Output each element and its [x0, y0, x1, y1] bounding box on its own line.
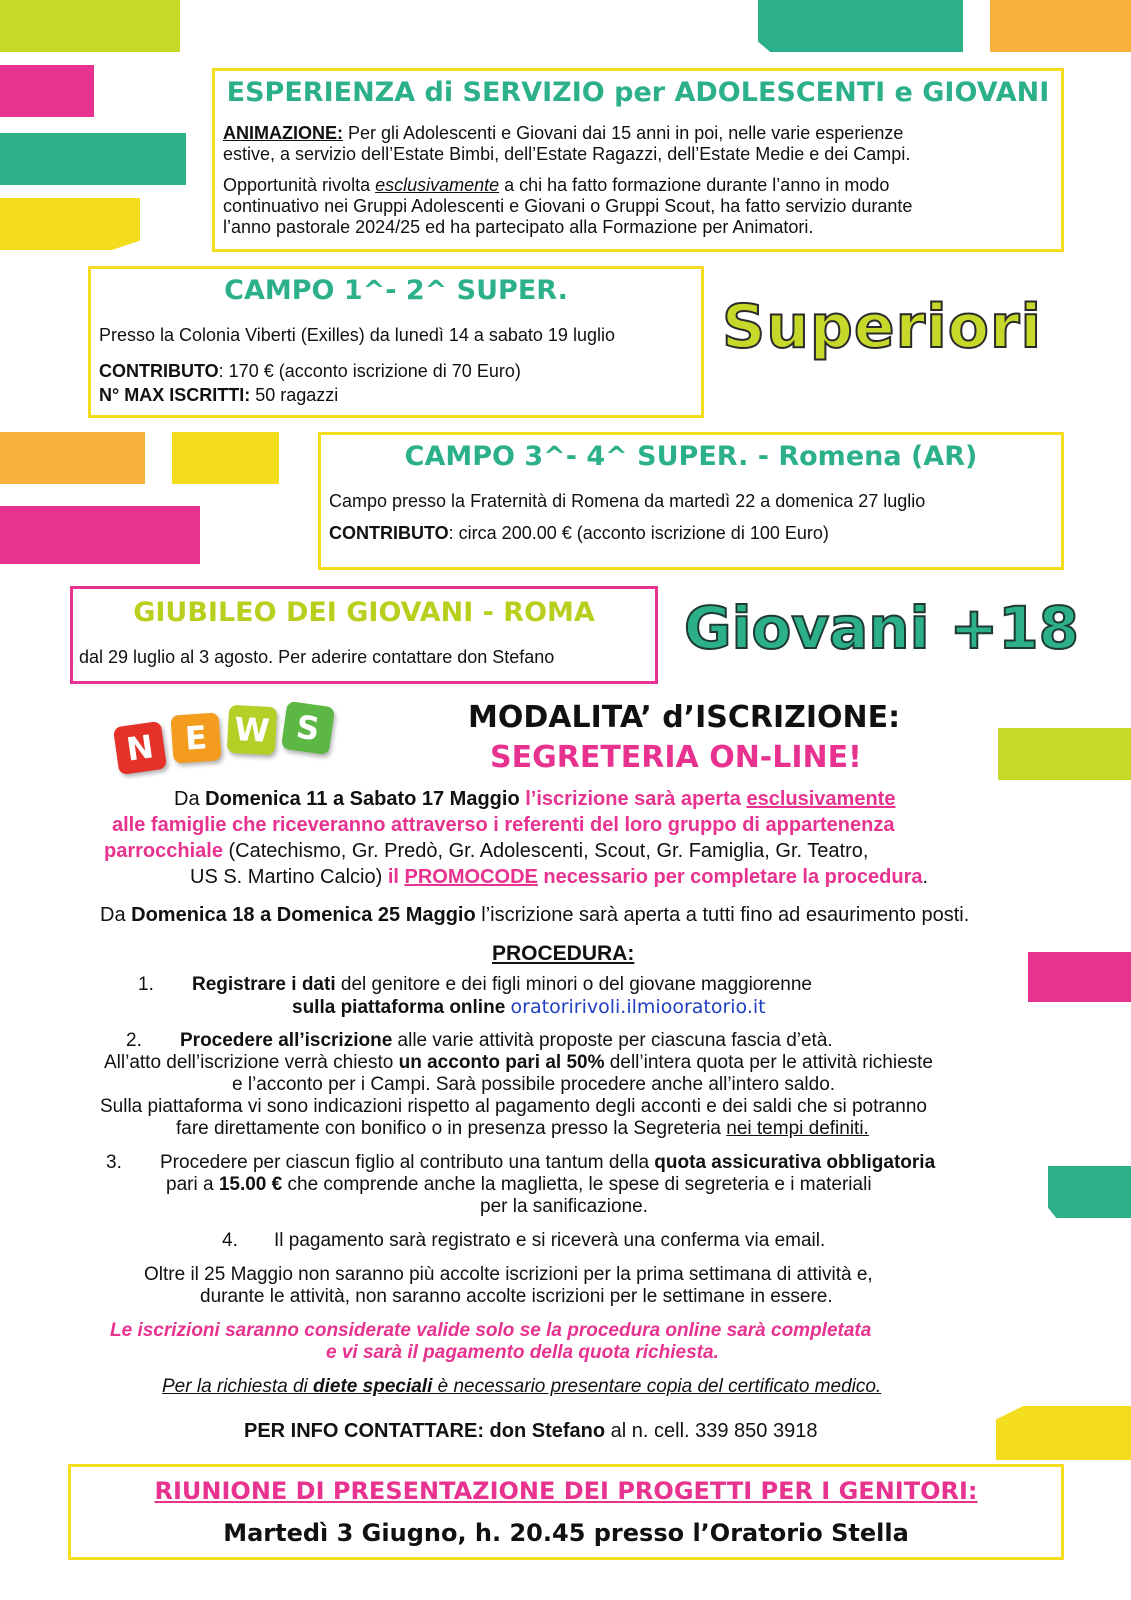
news-letter-s: S	[281, 701, 335, 755]
opportunita-line1: Opportunità rivolta esclusivamente a chi ha fatto formazione durante l’anno in modo	[223, 175, 890, 195]
info-contact: PER INFO CONTATTARE: don Stefano al n. cell. 339 850 3918	[244, 1420, 818, 1442]
giubileo-box	[70, 586, 658, 684]
step2-line3: e l’acconto per i Campi. Sarà possibile procedere anche all’intero saldo.	[232, 1074, 836, 1095]
campo-3-box	[318, 432, 1064, 570]
step2-line5: fare direttamente con bonifico o in presenza presso la Segreteria nei tempi definiti.	[176, 1118, 869, 1139]
campo-1-location: Presso la Colonia Viberti (Exilles) da lunedì 14 a sabato 19 luglio	[99, 325, 615, 345]
riunione-title: RIUNIONE DI PRESENTAZIONE DEI PROGETTI PER I GENITORI:	[154, 1477, 978, 1505]
para1-line3: parrocchiale (Catechismo, Gr. Predò, Gr. Adolescenti, Scout, Gr. Famiglia, Gr. Teatro,	[104, 840, 869, 862]
riunione-date: Martedì 3 Giugno, h. 20.45 presso l’Oratorio Stella	[223, 1519, 909, 1547]
giubileo-title: GIUBILEO DEI GIOVANI - ROMA	[133, 597, 595, 628]
animazione-line1: ANIMAZIONE: Per gli Adolescenti e Giovani dai 15 anni in poi, nelle varie esperienze	[223, 123, 904, 143]
animazione-label: ANIMAZIONE:	[223, 123, 343, 143]
deco-bar-orange-top-right	[990, 0, 1131, 52]
superiori-logo: Superiori	[722, 292, 1043, 362]
deco-bar-pink-right	[1028, 952, 1131, 1002]
news-badge	[112, 700, 352, 780]
step1-line2: sulla piattaforma online oratoririvoli.ilmiooratorio.it	[292, 996, 766, 1018]
deco-bar-lime-top-left	[0, 0, 180, 52]
campo-3-title: CAMPO 3^- 4^ SUPER. - Romena (AR)	[404, 441, 978, 472]
campo-1-box	[88, 266, 704, 418]
step3-line3: per la sanificazione.	[480, 1196, 648, 1217]
deco-bar-pink-mid-left	[0, 506, 200, 564]
campo-1-contributo: CONTRIBUTO: 170 € (acconto iscrizione di 70 Euro)	[99, 361, 521, 381]
deco-bar-yellow-left	[0, 198, 140, 250]
campo-1-max-iscritti: N° MAX ISCRITTI: 50 ragazzi	[99, 385, 339, 405]
deco-bar-green-top	[758, 0, 963, 52]
service-experience-box	[212, 68, 1064, 252]
campo-1-title: CAMPO 1^- 2^ SUPER.	[224, 275, 568, 306]
service-title: ESPERIENZA di SERVIZIO per ADOLESCENTI e GIOVANI	[226, 77, 1050, 108]
diete-note: Per la richiesta di diete speciali è necessario presentare copia del certificato medico.	[162, 1376, 882, 1397]
deco-bar-yellow-right	[996, 1406, 1131, 1460]
step4-line: Il pagamento sarà registrato e si riceverà una conferma via email.	[274, 1230, 826, 1251]
para1-line2: alle famiglie che riceveranno attraverso i referenti del loro gruppo di appartenenza	[112, 814, 895, 836]
news-letter-e: E	[170, 712, 221, 763]
news-letter-n: N	[113, 721, 167, 775]
procedura-title: PROCEDURA:	[492, 942, 635, 965]
oltre-line2: durante le attività, non saranno accolte iscrizioni per le settimane in essere.	[200, 1286, 833, 1307]
giovani-logo: Giovani +18	[684, 594, 1079, 662]
oltre-line1: Oltre il 25 Maggio non saranno più accolte iscrizioni per la prima settimana di attività e,	[144, 1264, 873, 1285]
animazione-line2: estive, a servizio dell’Estate Bimbi, dell’Estate Ragazzi, dell’Estate Medie e dei Campi.	[223, 144, 911, 164]
para1-line1: Da Domenica 11 a Sabato 17 Maggio l’iscrizione sarà aperta esclusivamente	[174, 788, 896, 810]
deco-bar-orange-mid-left	[0, 432, 145, 484]
step2-line1: Procedere all’iscrizione alle varie attività proposte per ciascuna fascia d’età.	[180, 1030, 833, 1051]
step3-number: 3.	[106, 1152, 122, 1173]
step3-line1: Procedere per ciascun figlio al contributo una tantum della quota assicurativa obbligatoria	[160, 1152, 936, 1173]
deco-bar-green-right	[1048, 1166, 1131, 1218]
step2-line2: All’atto dell’iscrizione verrà chiesto un acconto pari al 50% dell’intera quota per le attività richieste	[104, 1052, 933, 1073]
step3-line2: pari a 15.00 € che comprende anche la maglietta, le spese di segreteria e i materiali	[166, 1174, 872, 1195]
step1-number: 1.	[138, 974, 154, 995]
deco-bar-pink-left	[0, 65, 94, 117]
validita-line1: Le iscrizioni saranno considerate valide solo se la procedura online sarà completata	[110, 1320, 872, 1341]
para1-line4: US S. Martino Calcio) il PROMOCODE necessario per completare la procedura.	[190, 866, 929, 888]
step2-line4: Sulla piattaforma vi sono indicazioni rispetto al pagamento degli acconti e dei saldi che si potranno	[100, 1096, 927, 1117]
platform-link[interactable]: oratoririvoli.ilmiooratorio.it	[510, 996, 766, 1018]
giubileo-dates: dal 29 luglio al 3 agosto. Per aderire contattare don Stefano	[79, 647, 555, 667]
campo-3-location: Campo presso la Fraternità di Romena da martedì 22 a domenica 27 luglio	[329, 491, 926, 511]
deco-bar-green-left	[0, 133, 186, 185]
para2: Da Domenica 18 a Domenica 25 Maggio l’iscrizione sarà aperta a tutti fino ad esaurimento posti.	[100, 904, 970, 926]
step1-line1: Registrare i dati del genitore e dei figli minori o del giovane maggiorenne	[192, 974, 812, 995]
opportunita-line3: l’anno pastorale 2024/25 ed ha partecipato alla Formazione per Animatori.	[223, 217, 814, 237]
step2-number: 2.	[126, 1030, 142, 1051]
validita-line2: e vi sarà il pagamento della quota richiesta.	[326, 1342, 719, 1363]
deco-bar-lime-right	[998, 728, 1131, 780]
step4-number: 4.	[222, 1230, 238, 1251]
riunione-box	[68, 1464, 1064, 1560]
deco-bar-yellow-mid-left	[172, 432, 279, 484]
opportunita-line2: continuativo nei Gruppi Adolescenti e Giovani o Gruppi Scout, ha fatto servizio durante	[223, 196, 913, 216]
modalita-subtitle: SEGRETERIA ON-LINE!	[490, 740, 862, 775]
campo-3-contributo: CONTRIBUTO: circa 200.00 € (acconto iscrizione di 100 Euro)	[329, 523, 829, 543]
news-letter-w: W	[227, 705, 277, 755]
modalita-title: MODALITA’ d’ISCRIZIONE:	[468, 700, 901, 735]
